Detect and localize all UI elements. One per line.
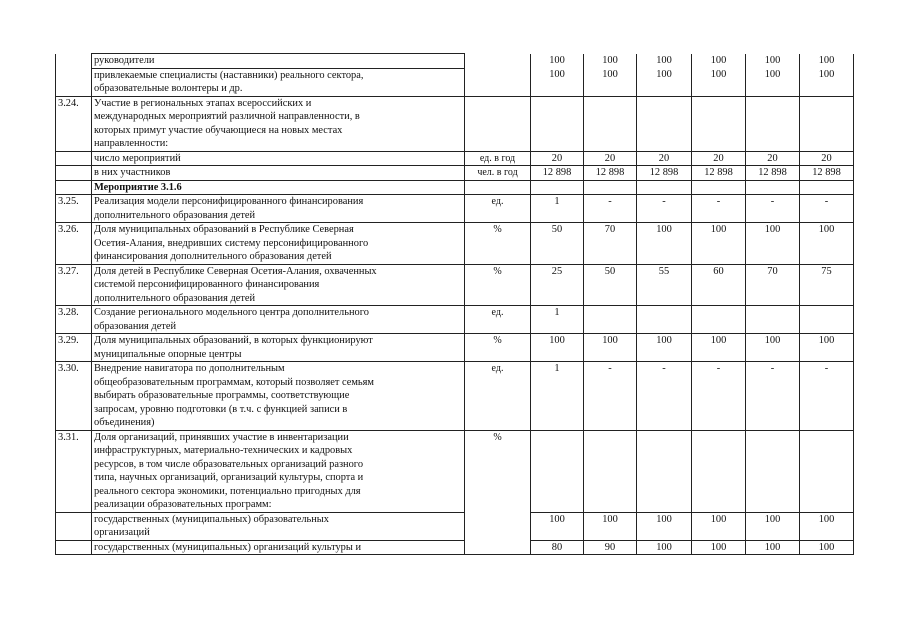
unit-cell: % [465, 223, 531, 265]
value-cell [637, 180, 692, 195]
row-number: 3.29. [56, 334, 92, 362]
value-cell [692, 306, 746, 334]
indicator-text-line: муниципальные опорные центры [94, 348, 242, 360]
indicator-name [92, 540, 465, 555]
indicator-text-line: дополнительного образования детей [94, 292, 256, 304]
value-cell: 100 [584, 512, 637, 540]
value-cell: 100 [531, 512, 584, 540]
value-cell: 100 [800, 54, 854, 69]
value-cell: 100 [692, 334, 746, 362]
table-body [56, 54, 854, 555]
value-cell: - [584, 195, 637, 223]
row-number: 3.30. [56, 362, 92, 431]
table-row [56, 264, 854, 306]
row-number [56, 180, 92, 195]
value-cell [692, 180, 746, 195]
indicator-text-line: Осетия-Алания, внедривших систему персонифицированного [94, 237, 369, 249]
row-number: 3.28. [56, 306, 92, 334]
indicator-text-line: организаций [94, 527, 150, 538]
indicator-text-line: в них участников [94, 167, 171, 178]
value-cell [531, 430, 584, 512]
value-cell: 100 [637, 54, 692, 69]
indicator-text-line: Создание регионального модельного центра дополнительного [94, 307, 369, 318]
value-cell: - [800, 195, 854, 223]
value-cell: 1 [531, 362, 584, 431]
indicator-text-line: образовательные волонтеры и др. [94, 83, 243, 94]
indicator-text-line: Доля муниципальных образований, в которых функционируют [94, 335, 373, 346]
value-cell [637, 306, 692, 334]
indicator-text-line: выбирать образовательные программы, соответствующие [94, 390, 350, 401]
unit-cell [465, 68, 531, 96]
indicator-name [92, 264, 465, 306]
value-cell [800, 180, 854, 195]
row-number: 3.24. [56, 96, 92, 151]
value-cell: 90 [584, 540, 637, 555]
value-cell [531, 180, 584, 195]
value-cell: 12 898 [584, 166, 637, 181]
indicator-text-line: государственных (муниципальных) образовательных [94, 513, 329, 525]
value-cell [692, 96, 746, 151]
value-cell: 100 [692, 223, 746, 265]
table-row [56, 68, 854, 96]
unit-cell: ед. [465, 362, 531, 431]
value-cell: 100 [531, 54, 584, 69]
unit-cell [465, 96, 531, 151]
value-cell: 70 [584, 223, 637, 265]
indicator-name [92, 151, 465, 166]
value-cell [746, 306, 800, 334]
indicator-text-line: объединения) [94, 417, 155, 428]
value-cell [800, 430, 854, 512]
unit-cell [465, 54, 531, 69]
indicator-text-line: руководители [94, 55, 155, 66]
table-row [56, 180, 854, 195]
value-cell: - [692, 362, 746, 431]
value-cell: 100 [746, 54, 800, 69]
value-cell: 100 [584, 68, 637, 96]
value-cell: 100 [800, 68, 854, 96]
value-cell [746, 430, 800, 512]
indicator-text-line: международных мероприятий различной направленности, в [94, 111, 360, 122]
value-cell: 100 [637, 334, 692, 362]
value-cell: 100 [531, 68, 584, 96]
value-cell: 20 [531, 151, 584, 166]
value-cell: 12 898 [746, 166, 800, 181]
value-cell: 100 [746, 334, 800, 362]
row-number [56, 540, 92, 555]
value-cell: 100 [800, 512, 854, 540]
table-row [56, 195, 854, 223]
indicator-text-line: типа, научных организаций, организаций культуры, спорта и [94, 472, 364, 483]
value-cell [746, 180, 800, 195]
indicator-text-line: реального сектора экономики, потенциально пригодных для [94, 485, 361, 497]
value-cell: 100 [746, 68, 800, 96]
value-cell [584, 96, 637, 151]
indicator-text-line: ресурсов, в том числе образовательных организаций разного [94, 458, 364, 470]
unit-cell: чел. в год [465, 166, 531, 181]
value-cell: - [746, 195, 800, 223]
value-cell: 20 [800, 151, 854, 166]
indicator-text-line: Доля детей в Республике Северная Осетия-Алания, охваченных [94, 265, 377, 277]
table-row [56, 362, 854, 431]
indicator-text-line: дополнительного образования детей [94, 209, 256, 221]
row-number: 3.27. [56, 264, 92, 306]
value-cell: 1 [531, 306, 584, 334]
indicator-text-line: запросам, уровню подготовки (в т.ч. с функцией записи в [94, 403, 348, 415]
value-cell: 100 [800, 540, 854, 555]
value-cell [531, 96, 584, 151]
value-cell: 1 [531, 195, 584, 223]
table-row [56, 223, 854, 265]
row-number [56, 512, 92, 540]
value-cell: 80 [531, 540, 584, 555]
indicator-name [92, 334, 465, 362]
indicator-text-line: которых примут участие обучающиеся на новых местах [94, 124, 343, 136]
indicator-text-line: системой персонифицированного финансирования [94, 279, 320, 290]
value-cell: 75 [800, 264, 854, 306]
indicator-text-line: Внедрение навигатора по дополнительным [94, 363, 285, 374]
indicator-name [92, 166, 465, 181]
value-cell: 100 [637, 512, 692, 540]
value-cell: 20 [637, 151, 692, 166]
indicator-text-line: привлекаемые специалисты (наставники) реального сектора, [94, 69, 364, 81]
table-row [56, 512, 854, 540]
row-number [56, 166, 92, 181]
value-cell [800, 306, 854, 334]
row-number [56, 151, 92, 166]
value-cell: 25 [531, 264, 584, 306]
indicator-text-line: государственных (муниципальных) организаций культуры и [94, 541, 362, 553]
indicators-table [55, 53, 854, 555]
table-row [56, 306, 854, 334]
value-cell: 100 [746, 223, 800, 265]
value-cell: 100 [637, 540, 692, 555]
indicator-text-line: инфраструктурных, материально-технических и кадровых [94, 445, 353, 456]
table-row [56, 54, 854, 69]
value-cell: 12 898 [637, 166, 692, 181]
value-cell: 100 [692, 512, 746, 540]
value-cell: 100 [692, 68, 746, 96]
row-number [56, 54, 92, 69]
value-cell: 100 [692, 54, 746, 69]
value-cell: 60 [692, 264, 746, 306]
unit-cell: % [465, 430, 531, 555]
value-cell [584, 180, 637, 195]
indicator-name [92, 430, 465, 512]
indicator-text-line: Участие в региональных этапах всероссийских и [94, 97, 312, 109]
indicator-name [92, 195, 465, 223]
unit-cell: % [465, 334, 531, 362]
value-cell [692, 430, 746, 512]
indicator-name [92, 512, 465, 540]
table-row [56, 334, 854, 362]
value-cell [800, 96, 854, 151]
row-number: 3.31. [56, 430, 92, 512]
value-cell: 70 [746, 264, 800, 306]
unit-cell: % [465, 264, 531, 306]
value-cell: 100 [637, 68, 692, 96]
value-cell: - [637, 195, 692, 223]
indicator-name [92, 54, 465, 69]
indicator-text-line: Доля муниципальных образований в Республике Северная [94, 224, 354, 235]
value-cell: - [692, 195, 746, 223]
value-cell: 20 [692, 151, 746, 166]
indicator-name [92, 223, 465, 265]
value-cell: 12 898 [800, 166, 854, 181]
row-number [56, 68, 92, 96]
unit-cell: ед. [465, 306, 531, 334]
value-cell: 100 [800, 223, 854, 265]
indicator-text-line: реализации образовательных программ: [94, 499, 272, 510]
value-cell: - [637, 362, 692, 431]
indicator-name [92, 96, 465, 151]
value-cell: 100 [531, 334, 584, 362]
value-cell: 50 [531, 223, 584, 265]
row-number: 3.26. [56, 223, 92, 265]
table-row [56, 151, 854, 166]
table-row [56, 430, 854, 512]
value-cell: 50 [584, 264, 637, 306]
value-cell: 100 [746, 512, 800, 540]
indicator-text-line: Доля организаций, принявших участие в инвентаризации [94, 431, 349, 443]
unit-cell: ед. [465, 195, 531, 223]
row-number: 3.25. [56, 195, 92, 223]
indicator-text-line: число мероприятий [94, 152, 181, 164]
value-cell: 100 [584, 334, 637, 362]
value-cell: 100 [800, 334, 854, 362]
unit-cell [465, 180, 531, 195]
indicator-text-line: направленности: [94, 138, 169, 149]
indicator-text-line: общеобразовательным программам, который позволяет семьям [94, 376, 375, 388]
value-cell: - [746, 362, 800, 431]
value-cell [584, 430, 637, 512]
value-cell [637, 96, 692, 151]
value-cell: 100 [746, 540, 800, 555]
value-cell: 100 [637, 223, 692, 265]
value-cell: 12 898 [692, 166, 746, 181]
value-cell [584, 306, 637, 334]
table-row [56, 96, 854, 151]
indicator-name [92, 362, 465, 431]
value-cell: 55 [637, 264, 692, 306]
indicator-text-line: Реализация модели персонифицированного финансирования [94, 196, 364, 207]
indicator-text-line: финансирования дополнительного образования детей [94, 251, 332, 262]
value-cell: 20 [584, 151, 637, 166]
indicator-name [92, 68, 465, 96]
table-row [56, 540, 854, 555]
value-cell: 12 898 [531, 166, 584, 181]
indicator-name [92, 306, 465, 334]
table-row [56, 166, 854, 181]
value-cell: 100 [584, 54, 637, 69]
value-cell: - [584, 362, 637, 431]
value-cell [746, 96, 800, 151]
unit-cell: ед. в год [465, 151, 531, 166]
indicator-text-line: образования детей [94, 320, 177, 332]
value-cell: 20 [746, 151, 800, 166]
indicator-name [92, 180, 465, 195]
value-cell: - [800, 362, 854, 431]
value-cell: 100 [692, 540, 746, 555]
value-cell [637, 430, 692, 512]
indicator-text-line: Мероприятие 3.1.6 [94, 181, 182, 193]
